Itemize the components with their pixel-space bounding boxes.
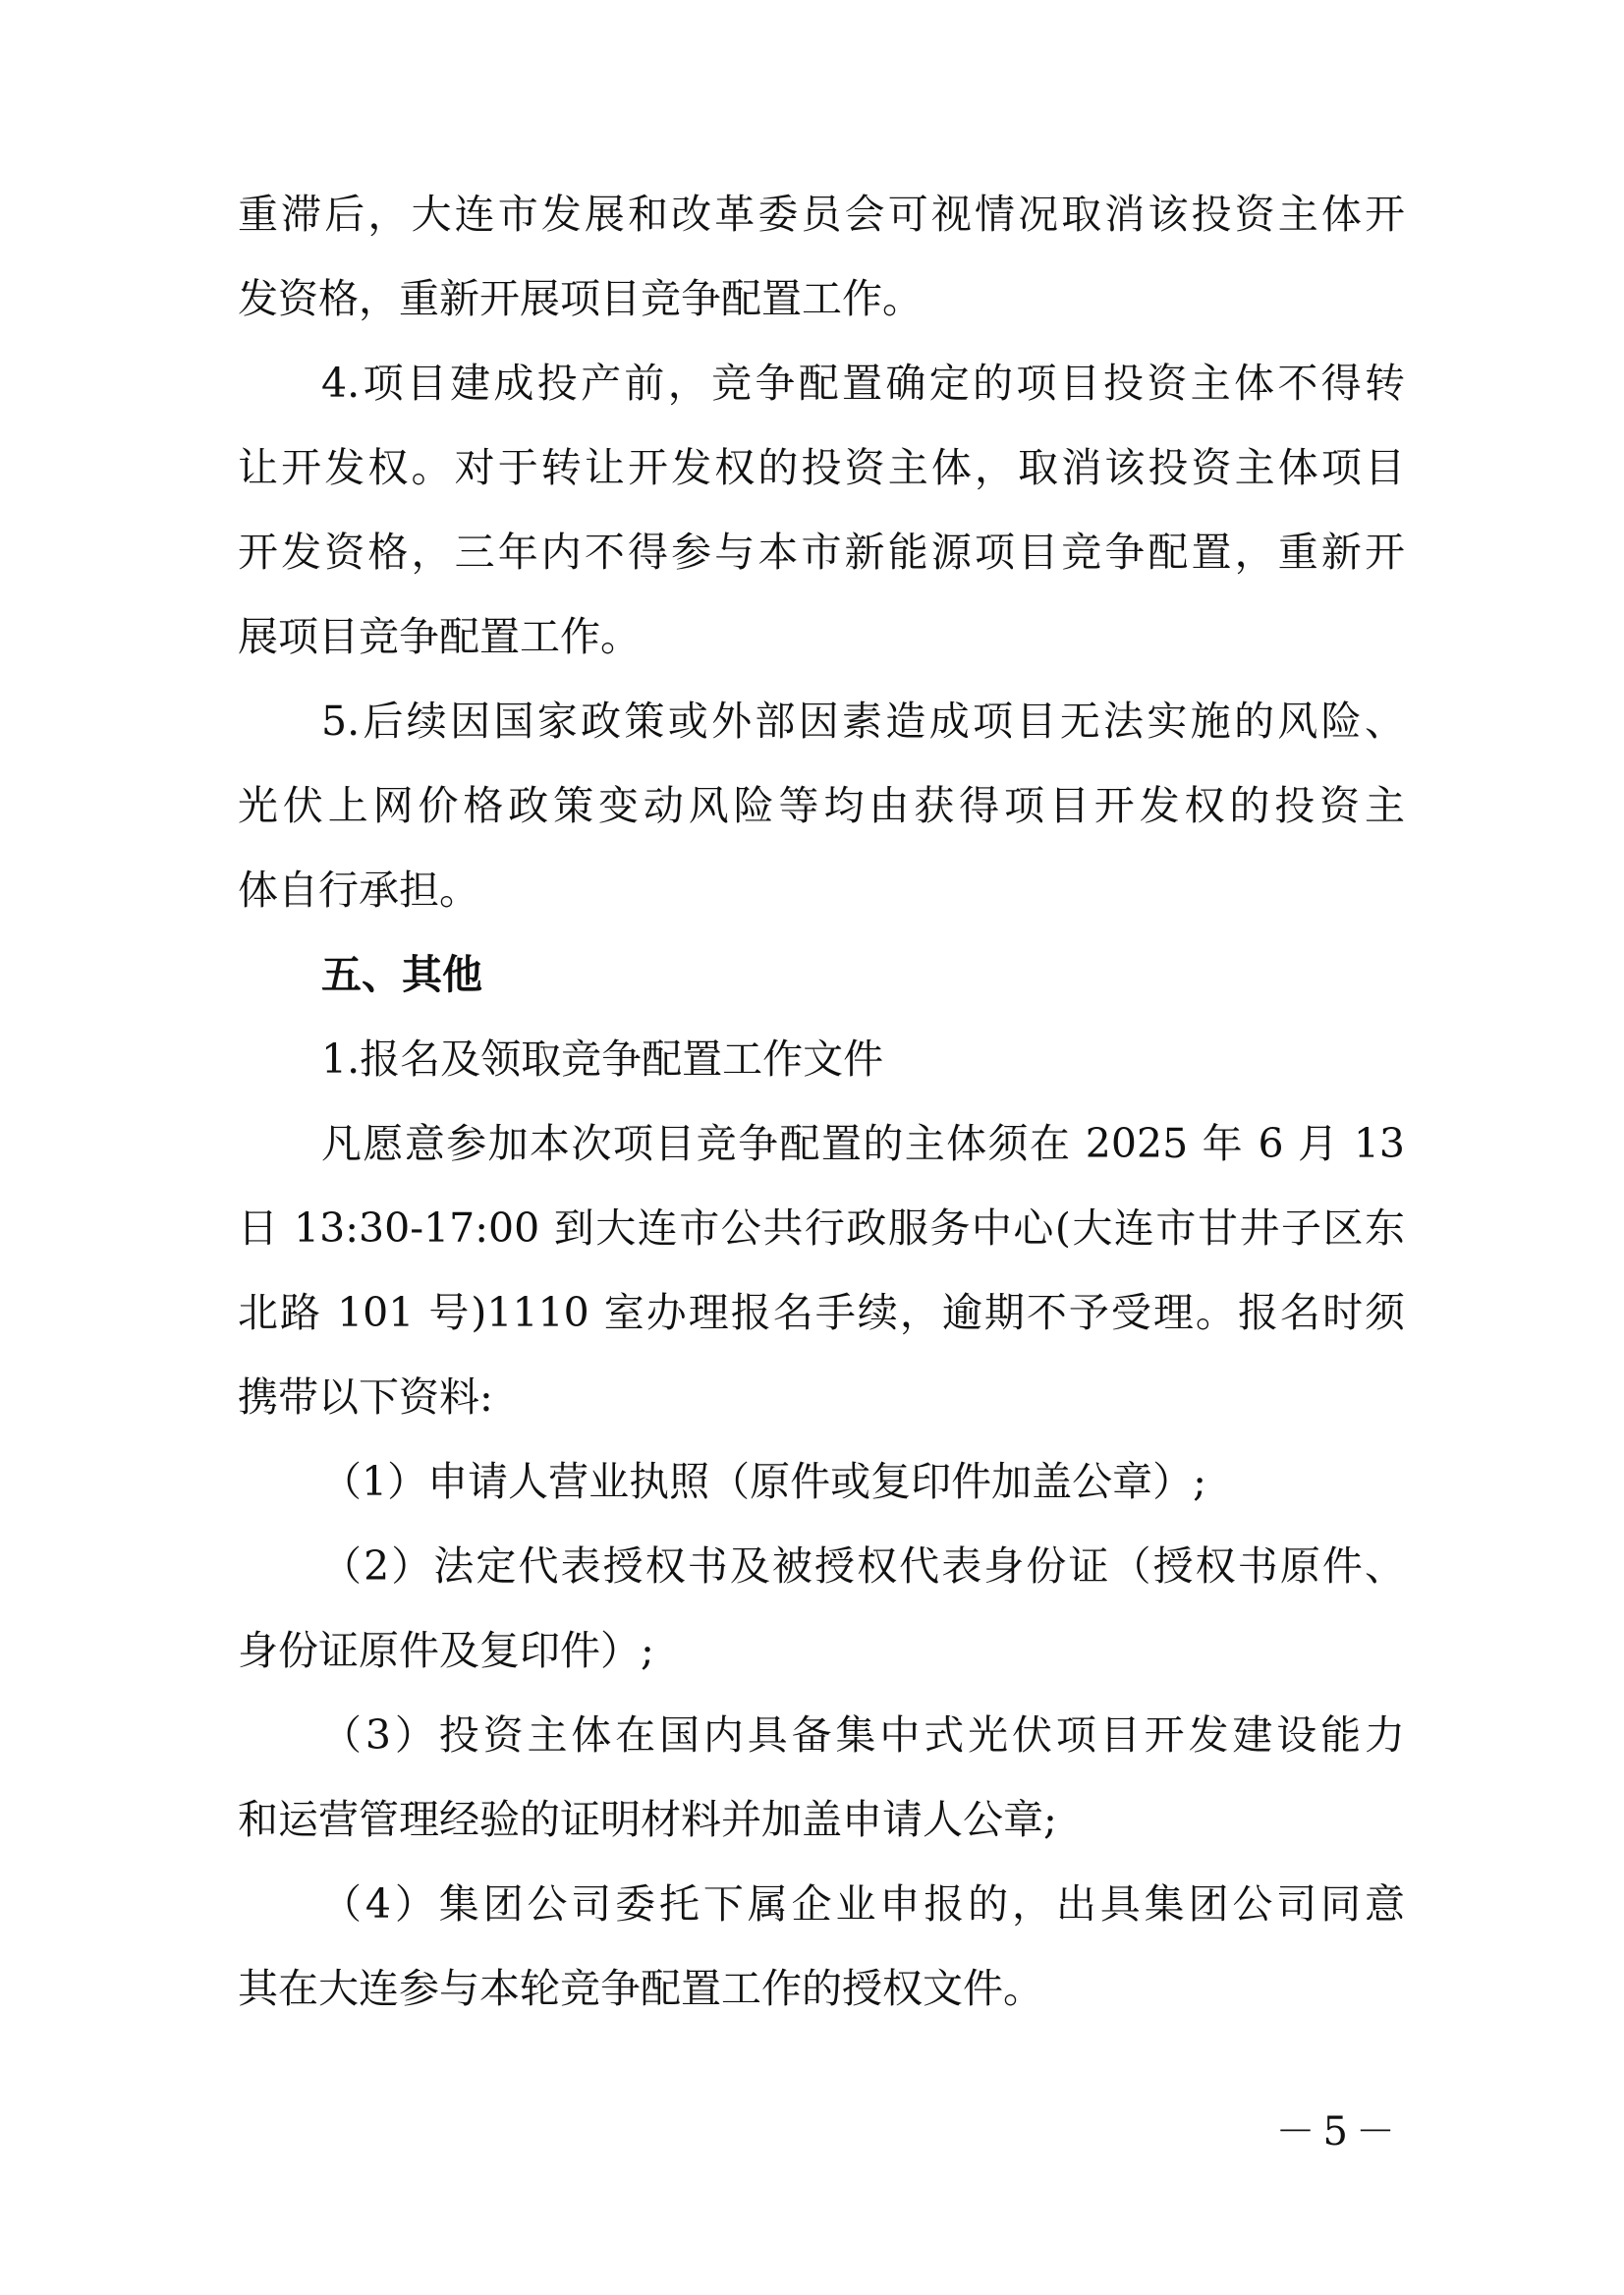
paragraph-line: 光伏上网价格政策变动风险等均由获得项目开发权的投资主 (238, 782, 1405, 829)
section-heading: 五、其他 (321, 951, 482, 998)
paragraph-line: 凡愿意参加本次项目竞争配置的主体须在 2025 年 6 月 13 (321, 1120, 1405, 1167)
paragraph-line: 发资格，重新开展项目竞争配置工作。 (238, 275, 923, 322)
item-5-line: 5.后续因国家政策或外部因素造成项目无法实施的风险、 (321, 698, 1405, 745)
item-4-line: 4.项目建成投产前，竞争配置确定的项目投资主体不得转 (321, 360, 1405, 407)
paragraph-line: 其在大连参与本轮竞争配置工作的授权文件。 (238, 1965, 1043, 2012)
paragraph-line: 身份证原件及复印件）; (238, 1627, 654, 1674)
list-item-4: （4）集团公司委托下属企业申报的，出具集团公司同意 (321, 1880, 1405, 1928)
paragraph-line: 重滞后，大连市发展和改革委员会可视情况取消该投资主体开 (238, 191, 1405, 238)
list-item-1: （1）申请人营业执照（原件或复印件加盖公章）; (321, 1458, 1206, 1505)
paragraph-line: 开发资格，三年内不得参与本市新能源项目竞争配置，重新开 (238, 529, 1405, 576)
paragraph-line: 让开发权。对于转让开发权的投资主体，取消该投资主体项目 (238, 444, 1405, 491)
paragraph-line: 日 13:30-17:00 到大连市公共行政服务中心(大连市甘井子区东 (238, 1204, 1405, 1252)
subsection-heading: 1.报名及领取竞争配置工作文件 (321, 1036, 884, 1083)
paragraph-line: 展项目竞争配置工作。 (238, 613, 641, 660)
paragraph-line: 体自行承担。 (238, 867, 479, 914)
page-number: －5－ (1275, 2109, 1403, 2155)
paragraph-line: 北路 101 号)1110 室办理报名手续，逾期不予受理。报名时须 (238, 1289, 1405, 1336)
list-item-3: （3）投资主体在国内具备集中式光伏项目开发建设能力 (321, 1711, 1405, 1759)
paragraph-line: 和运营管理经验的证明材料并加盖申请人公章; (238, 1796, 1057, 1843)
paragraph-line: 携带以下资料: (238, 1373, 493, 1421)
list-item-2: （2）法定代表授权书及被授权代表身份证（授权书原件、 (321, 1542, 1405, 1590)
